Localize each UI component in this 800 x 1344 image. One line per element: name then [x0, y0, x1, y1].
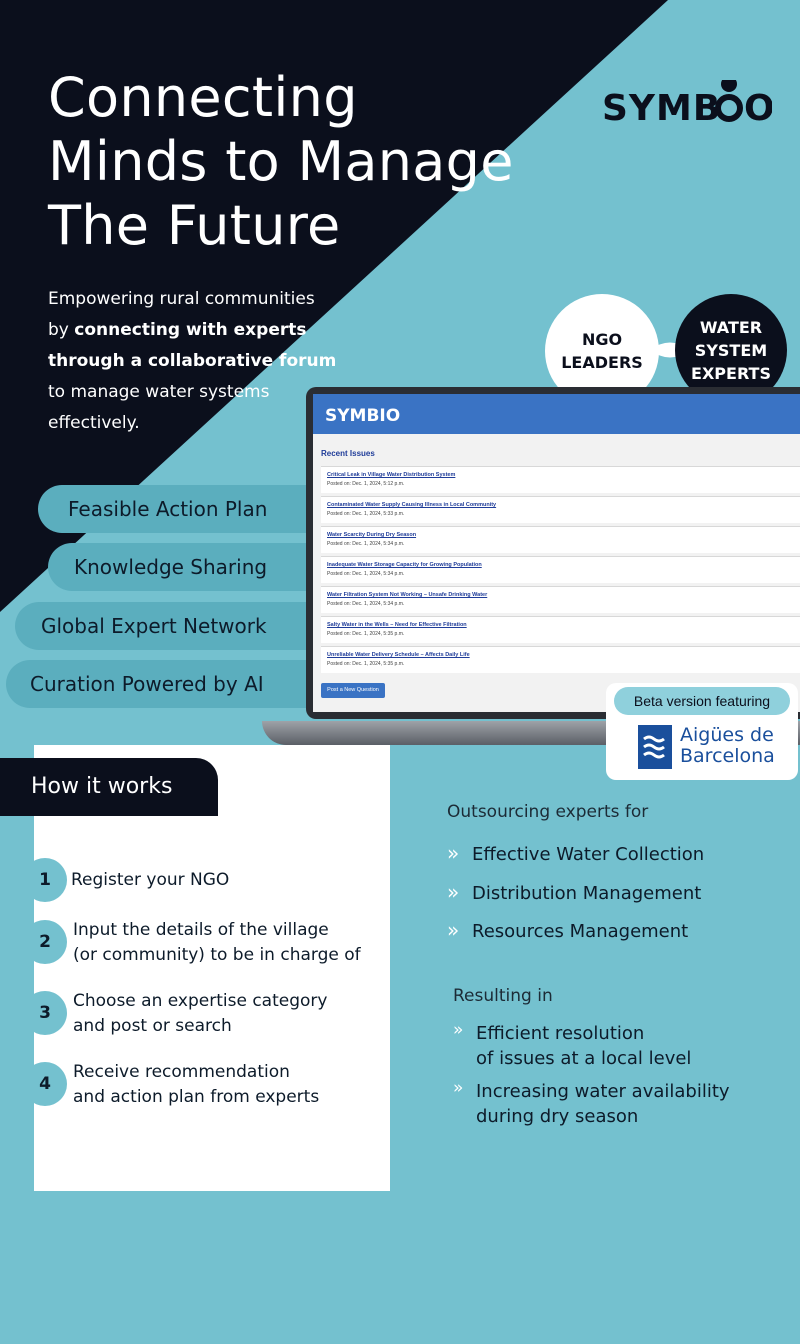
issue-date: Posted on: Dec. 1, 2024, 5:12 p.m.	[327, 481, 405, 487]
experts-bubble-line-1: WATER	[699, 317, 763, 337]
symbio-logo-icon	[602, 80, 772, 140]
step-4-line-2: and action plan from experts	[73, 1087, 320, 1107]
hero-intro	[48, 284, 348, 439]
intro-line-2	[48, 315, 348, 346]
issue-title-link[interactable]: Unreliable Water Delivery Schedule – Affects Daily Life	[327, 652, 470, 658]
screen-logo: SYMBIO	[325, 406, 401, 426]
aigues-logo-icon	[638, 725, 672, 769]
experts-bubble-line-2: SYSTEM	[694, 340, 768, 360]
chevron-right-icon: »	[447, 880, 460, 904]
issue-row	[321, 526, 800, 553]
issue-title-link[interactable]: Contaminated Water Supply Causing Illness in Local Community	[327, 502, 497, 508]
issue-date: Posted on: Dec. 1, 2024, 5:35 p.m.	[327, 631, 405, 637]
step-4-line-1: Receive recommendation	[73, 1062, 290, 1082]
intro-line-3	[48, 346, 348, 377]
issue-date: Posted on: Dec. 1, 2024, 5:35 p.m.	[327, 661, 405, 667]
svg-text:SYMB: SYMB	[602, 88, 722, 129]
how-heading-text: How it works	[31, 774, 173, 799]
issue-row	[321, 556, 800, 583]
resulting-item-1	[476, 1021, 691, 1071]
step-number-3: 3	[23, 991, 67, 1035]
feature-label: Feasible Action Plan	[68, 497, 268, 521]
issue-title-link[interactable]: Water Filtration System Not Working – Unsafe Drinking Water	[327, 592, 488, 598]
step-3-text	[73, 989, 327, 1039]
resulting-item-1-line-2: of issues at a local level	[476, 1048, 692, 1069]
step-3-line-2: and post or search	[73, 1016, 232, 1036]
ngo-bubble-line-1: NGO	[581, 330, 623, 349]
issue-title-link[interactable]: Water Scarcity During Dry Season	[327, 532, 417, 538]
laptop-screen	[313, 394, 800, 712]
feature-pill-action-plan	[38, 485, 338, 533]
resulting-heading: Resulting in	[453, 986, 553, 1006]
screen-header	[313, 394, 800, 434]
chevron-right-icon: »	[447, 918, 460, 942]
chevron-right-icon: »	[453, 1078, 464, 1098]
experts-bubble-line-3: EXPERTS	[691, 363, 771, 383]
resulting-item-2	[476, 1079, 730, 1129]
intro-line-3-bold: through a collaborative forum	[48, 351, 337, 371]
feature-label: Curation Powered by AI	[30, 672, 264, 696]
step-1-line-1: Register your NGO	[71, 870, 230, 890]
issue-row	[321, 496, 800, 523]
step-1-text	[71, 868, 229, 893]
ngo-bubble-line-2: LEADERS	[561, 353, 643, 372]
beta-card	[606, 683, 798, 780]
intro-line-5: effectively.	[48, 413, 140, 433]
aigues-line-2: Barcelona	[680, 745, 775, 767]
resulting-item-2-line-2: during dry season	[476, 1106, 639, 1127]
feature-label: Global Expert Network	[41, 614, 267, 638]
hero-title-line-3: The Future	[48, 194, 341, 257]
issue-title-link[interactable]: Inadequate Water Storage Capacity for Growing Population	[327, 562, 482, 568]
aigues-line-1: Aigües de	[680, 724, 774, 746]
issue-title-link[interactable]: Critical Leak in Village Water Distribution System	[327, 472, 456, 478]
step-2-line-2: (or community) to be in charge of	[73, 945, 361, 965]
hero-title-line-1: Connecting	[48, 66, 358, 129]
post-question-button[interactable]: Post a New Question	[321, 683, 385, 698]
step-2-line-1: Input the details of the village	[73, 920, 329, 940]
outsourcing-heading: Outsourcing experts for	[447, 802, 649, 822]
chevron-right-icon: »	[453, 1020, 464, 1040]
intro-line-2-prefix: by	[48, 320, 75, 340]
feature-pill-ai	[6, 660, 338, 708]
svg-text:O: O	[744, 88, 772, 129]
outsourcing-item-2: Distribution Management	[472, 883, 702, 904]
step-4-text	[73, 1060, 319, 1110]
issue-title-link[interactable]: Salty Water in the Wells – Need for Effective Filtration	[327, 622, 467, 628]
issue-date: Posted on: Dec. 1, 2024, 5:34 p.m.	[327, 601, 405, 607]
issue-row	[321, 646, 800, 673]
chevron-right-icon: »	[447, 841, 460, 865]
recent-issues-title: Recent Issues	[321, 449, 375, 458]
intro-line-1: Empowering rural communities	[48, 289, 315, 309]
feature-label: Knowledge Sharing	[74, 555, 268, 579]
resulting-item-2-line-1: Increasing water availability	[476, 1081, 730, 1102]
feature-pill-network	[15, 602, 338, 650]
step-number-1: 1	[23, 858, 67, 902]
intro-line-4: to manage water systems	[48, 382, 270, 402]
issue-date: Posted on: Dec. 1, 2024, 5:33 p.m.	[327, 511, 405, 517]
aigues-logo-text	[680, 725, 775, 767]
resulting-item-1-line-1: Efficient resolution	[476, 1023, 645, 1044]
symbio-logo	[602, 80, 772, 140]
intro-line-2-bold: connecting with experts	[74, 320, 307, 340]
beta-label: Beta version featuring	[614, 687, 790, 715]
step-number-2: 2	[23, 920, 67, 964]
issue-row	[321, 586, 800, 613]
step-3-line-1: Choose an expertise category	[73, 991, 328, 1011]
step-2-text	[73, 918, 361, 968]
issue-date: Posted on: Dec. 1, 2024, 5:34 p.m.	[327, 571, 405, 577]
issue-row	[321, 466, 800, 493]
step-number-4: 4	[23, 1062, 67, 1106]
hero-title-line-2: Minds to Manage	[48, 130, 514, 193]
issue-row	[321, 616, 800, 643]
issue-date: Posted on: Dec. 1, 2024, 5:34 p.m.	[327, 541, 405, 547]
how-it-works-heading	[0, 758, 218, 816]
outsourcing-item-3: Resources Management	[472, 921, 689, 942]
feature-pill-knowledge	[48, 543, 338, 591]
outsourcing-item-1: Effective Water Collection	[472, 844, 705, 865]
